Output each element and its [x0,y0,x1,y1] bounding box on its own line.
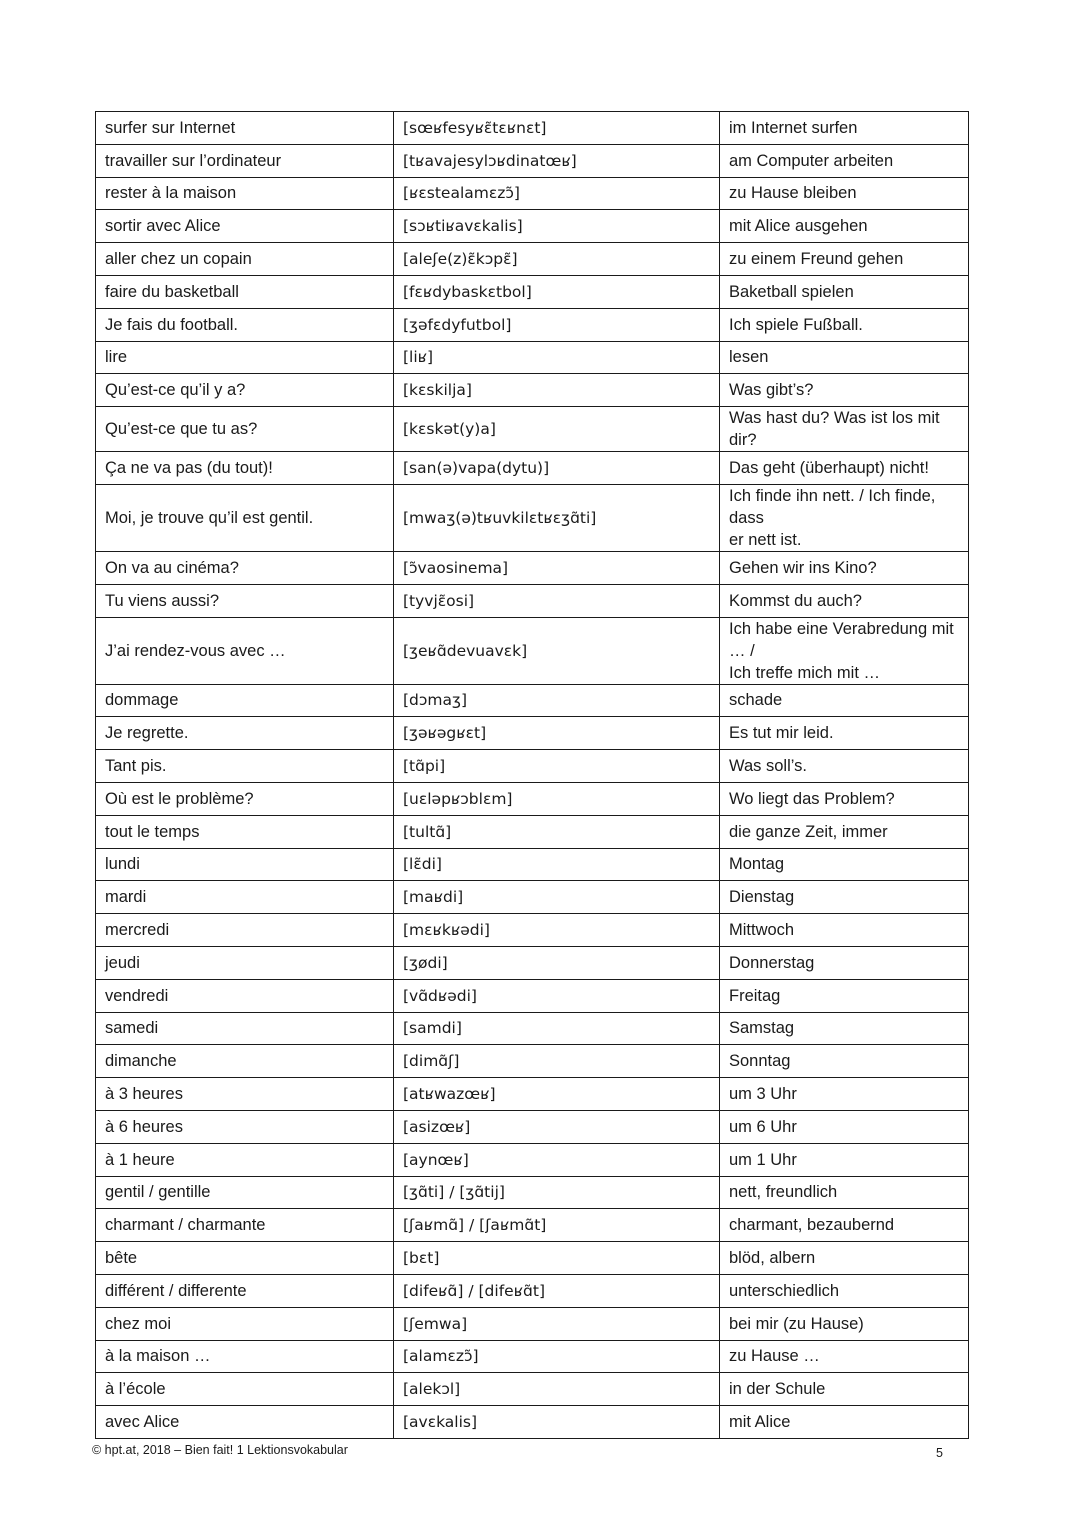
german-translation-cell: im Internet surfen [720,112,969,145]
french-term-cell: Moi, je trouve qu’il est gentil. [96,484,394,551]
pronunciation-cell: [uɛləpʁɔblɛm] [394,782,720,815]
french-term-cell: tout le temps [96,815,394,848]
pronunciation-cell: [asizœʁ] [394,1110,720,1143]
pronunciation-cell: [sœʁfesyʁɛ̃tɛʁnɛt] [394,112,720,145]
table-row [96,1373,969,1406]
french-term-cell: chez moi [96,1307,394,1340]
french-term-cell: Qu’est-ce que tu as? [96,407,394,452]
table-row [96,144,969,177]
table-row [96,684,969,717]
german-translation-cell: am Computer arbeiten [720,144,969,177]
pronunciation-cell: [mɛʁkʁədi] [394,914,720,947]
table-row [96,374,969,407]
footer-copyright: © hpt.at, 2018 – Bien fait! 1 Lektionsvokabular [92,1443,348,1457]
pronunciation-cell: [liʁ] [394,341,720,374]
german-translation-cell: Ich finde ihn nett. / Ich finde, dass er nett ist. [720,484,969,551]
german-translation-cell: mit Alice [720,1406,969,1439]
table-row [96,407,969,452]
table-row [96,1110,969,1143]
table-row [96,551,969,584]
table-row [96,452,969,485]
pronunciation-cell: [san(ə)vapa(dytu)] [394,452,720,485]
pronunciation-cell: [dimɑ̃ʃ] [394,1045,720,1078]
french-term-cell: à l’école [96,1373,394,1406]
german-translation-cell: Mittwoch [720,914,969,947]
german-translation-cell: Donnerstag [720,946,969,979]
pronunciation-cell: [ʒəʁəgʁɛt] [394,717,720,750]
table-row [96,584,969,617]
german-translation-cell: Freitag [720,979,969,1012]
table-row [96,112,969,145]
pronunciation-cell: [vɑ̃dʁədi] [394,979,720,1012]
german-translation-cell: zu Hause … [720,1340,969,1373]
german-translation-cell: bei mir (zu Hause) [720,1307,969,1340]
table-row [96,484,969,551]
french-term-cell: Ça ne va pas (du tout)! [96,452,394,485]
german-translation-cell: Sonntag [720,1045,969,1078]
french-term-cell: charmant / charmante [96,1209,394,1242]
table-row [96,914,969,947]
pronunciation-cell: [aynœʁ] [394,1143,720,1176]
vocabulary-table [95,111,969,1439]
french-term-cell: travailler sur l’ordinateur [96,144,394,177]
german-translation-cell: charmant, bezaubernd [720,1209,969,1242]
pronunciation-cell: [ʁɛstealamɛzɔ̃] [394,177,720,210]
french-term-cell: J’ai rendez-vous avec … [96,617,394,684]
table-row [96,979,969,1012]
german-translation-cell: Was soll’s. [720,750,969,783]
french-term-cell: à 3 heures [96,1078,394,1111]
pronunciation-cell: [ʃaʁmɑ̃] / [ʃaʁmɑ̃t] [394,1209,720,1242]
pronunciation-cell: [ʃemwa] [394,1307,720,1340]
table-row [96,946,969,979]
table-row [96,881,969,914]
german-translation-cell: Was gibt’s? [720,374,969,407]
table-row [96,815,969,848]
german-translation-cell: um 1 Uhr [720,1143,969,1176]
pronunciation-cell: [tyvjɛ̃osi] [394,584,720,617]
french-term-cell: samedi [96,1012,394,1045]
french-term-cell: lire [96,341,394,374]
french-term-cell: On va au cinéma? [96,551,394,584]
french-term-cell: à la maison … [96,1340,394,1373]
german-translation-cell: Was hast du? Was ist los mit dir? [720,407,969,452]
german-translation-cell: Ich habe eine Verabredung mit … / Ich treffe mich mit … [720,617,969,684]
german-translation-cell: mit Alice ausgehen [720,210,969,243]
pronunciation-cell: [ɔ̃vaosinema] [394,551,720,584]
german-translation-cell: Baketball spielen [720,275,969,308]
french-term-cell: vendredi [96,979,394,1012]
french-term-cell: gentil / gentille [96,1176,394,1209]
table-row [96,782,969,815]
french-term-cell: surfer sur Internet [96,112,394,145]
german-translation-cell: zu Hause bleiben [720,177,969,210]
pronunciation-cell: [difeʁɑ̃] / [difeʁɑ̃t] [394,1274,720,1307]
table-row [96,1176,969,1209]
pronunciation-cell: [mwaʒ(ə)tʁuvkilɛtʁɛʒɑ̃ti] [394,484,720,551]
pronunciation-cell: [bɛt] [394,1242,720,1275]
table-row [96,210,969,243]
french-term-cell: Je fais du football. [96,308,394,341]
table-row [96,1209,969,1242]
german-translation-cell: um 6 Uhr [720,1110,969,1143]
german-translation-cell: Wo liegt das Problem? [720,782,969,815]
table-row [96,275,969,308]
french-term-cell: dommage [96,684,394,717]
pronunciation-cell: [tʁavajesylɔʁdinatœʁ] [394,144,720,177]
pronunciation-cell: [alekɔl] [394,1373,720,1406]
table-row [96,717,969,750]
german-translation-cell: Kommst du auch? [720,584,969,617]
pronunciation-cell: [dɔmaʒ] [394,684,720,717]
german-translation-cell: um 3 Uhr [720,1078,969,1111]
pronunciation-cell: [sɔʁtiʁavɛkalis] [394,210,720,243]
vocabulary-table-body [96,112,969,1439]
pronunciation-cell: [ʒeʁɑ̃devuavɛk] [394,617,720,684]
german-translation-cell: Dienstag [720,881,969,914]
french-term-cell: Je regrette. [96,717,394,750]
table-row [96,617,969,684]
french-term-cell: faire du basketball [96,275,394,308]
french-term-cell: lundi [96,848,394,881]
german-translation-cell: lesen [720,341,969,374]
table-row [96,1274,969,1307]
pronunciation-cell: [atʁwazœʁ] [394,1078,720,1111]
french-term-cell: différent / differente [96,1274,394,1307]
german-translation-cell: Samstag [720,1012,969,1045]
french-term-cell: rester à la maison [96,177,394,210]
french-term-cell: à 6 heures [96,1110,394,1143]
pronunciation-cell: [kɛskilja] [394,374,720,407]
table-row [96,1307,969,1340]
table-row [96,750,969,783]
pronunciation-cell: [samdi] [394,1012,720,1045]
french-term-cell: avec Alice [96,1406,394,1439]
french-term-cell: dimanche [96,1045,394,1078]
table-row [96,1012,969,1045]
french-term-cell: aller chez un copain [96,243,394,276]
french-term-cell: Où est le problème? [96,782,394,815]
french-term-cell: Qu’est-ce qu’il y a? [96,374,394,407]
french-term-cell: à 1 heure [96,1143,394,1176]
table-row [96,1078,969,1111]
french-term-cell: mercredi [96,914,394,947]
german-translation-cell: unterschiedlich [720,1274,969,1307]
pronunciation-cell: [ʒødi] [394,946,720,979]
french-term-cell: jeudi [96,946,394,979]
french-term-cell: Tant pis. [96,750,394,783]
table-row [96,243,969,276]
french-term-cell: Tu viens aussi? [96,584,394,617]
pronunciation-cell: [kɛskət(y)a] [394,407,720,452]
german-translation-cell: Das geht (überhaupt) nicht! [720,452,969,485]
table-row [96,1406,969,1439]
german-translation-cell: schade [720,684,969,717]
french-term-cell: bête [96,1242,394,1275]
german-translation-cell: Montag [720,848,969,881]
pronunciation-cell: [ʒəfɛdyfutbol] [394,308,720,341]
german-translation-cell: Gehen wir ins Kino? [720,551,969,584]
german-translation-cell: Es tut mir leid. [720,717,969,750]
pronunciation-cell: [maʁdi] [394,881,720,914]
table-row [96,848,969,881]
pronunciation-cell: [ʒɑ̃ti] / [ʒɑ̃tij] [394,1176,720,1209]
pronunciation-cell: [alamɛzɔ̃] [394,1340,720,1373]
french-term-cell: mardi [96,881,394,914]
pronunciation-cell: [avɛkalis] [394,1406,720,1439]
german-translation-cell: die ganze Zeit, immer [720,815,969,848]
table-row [96,1242,969,1275]
page-number: 5 [936,1446,943,1460]
pronunciation-cell: [tɑ̃pi] [394,750,720,783]
french-term-cell: sortir avec Alice [96,210,394,243]
german-translation-cell: nett, freundlich [720,1176,969,1209]
german-translation-cell: Ich spiele Fußball. [720,308,969,341]
table-row [96,177,969,210]
german-translation-cell: blöd, albern [720,1242,969,1275]
pronunciation-cell: [aleʃe(z)ɛ̃kɔpɛ̃] [394,243,720,276]
german-translation-cell: in der Schule [720,1373,969,1406]
table-row [96,341,969,374]
table-row [96,1143,969,1176]
table-row [96,1340,969,1373]
table-row [96,1045,969,1078]
pronunciation-cell: [tultɑ̃] [394,815,720,848]
table-row [96,308,969,341]
pronunciation-cell: [fɛʁdybaskɛtbol] [394,275,720,308]
german-translation-cell: zu einem Freund gehen [720,243,969,276]
pronunciation-cell: [lɛ̃di] [394,848,720,881]
